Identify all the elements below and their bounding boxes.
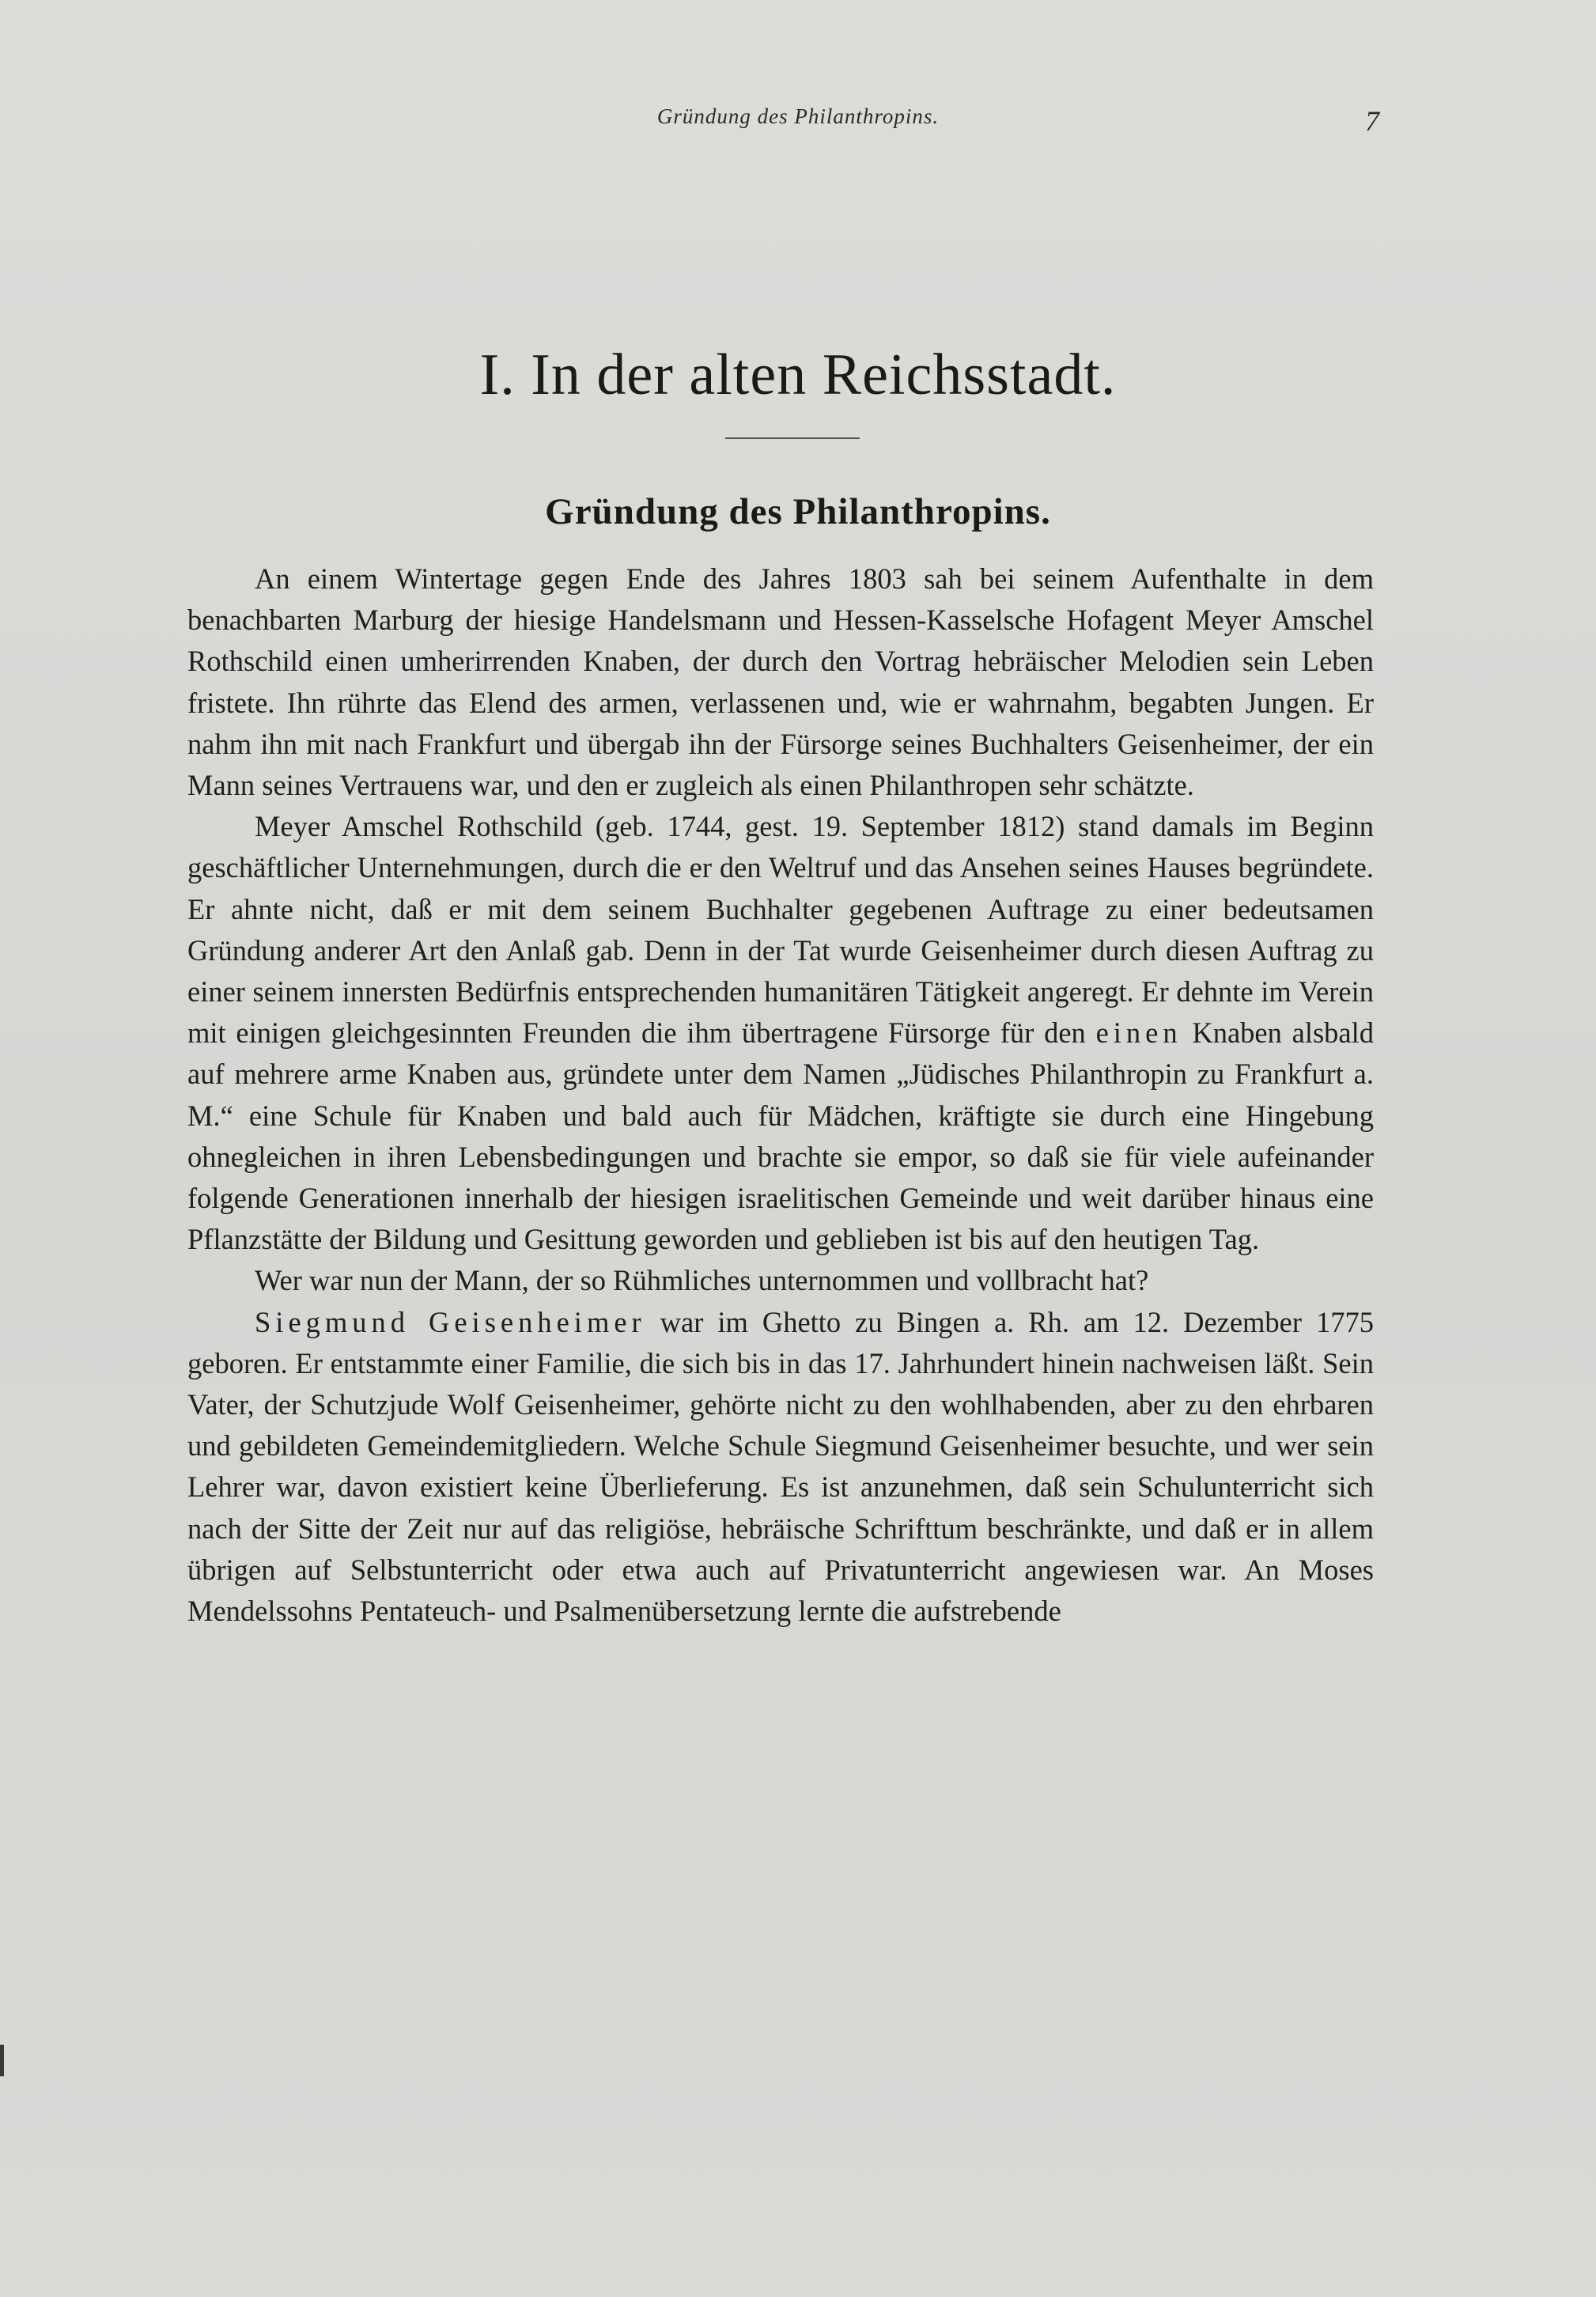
paragraph xyxy=(187,1302,1374,1633)
title-divider xyxy=(725,437,860,439)
body-text xyxy=(187,558,1374,1632)
page-number: 7 xyxy=(1365,105,1379,137)
paragraph-text-continued: Knaben alsbald auf mehrere arme Knaben aus, gründete unter dem Namen „Jüdisches Philanthropin zu Frankfurt a. M.“ eine Schule für Knaben und bald auch für Mädchen, kräftigte sie durch eine Hingebung ohnegleichen in ihren Lebensbedingungen und brachte sie empor, so daß sie für viele aufeinander folgende Generationen innerhalb der hiesigen israelitischen Gemeinde und weit darüber hinaus eine Pflanzstätte der Bildung und Gesittung geworden und geblieben ist bis auf den heutigen Tag. xyxy=(187,1016,1375,1256)
paragraph xyxy=(187,806,1374,1260)
paragraph xyxy=(187,1260,1374,1301)
paragraph-text: An einem Wintertage gegen Ende des Jahres 1803 sah bei seinem Aufenthalte in dem benachbarten Marburg der hiesige Handelsmann und Hessen-Kasselsche Hofagent Meyer Amschel Rothschild einen umherirrenden Knaben, der durch den Vortrag hebräischer Melodien sein Leben fristete. Ihn rührte das Elend des armen, verlassenen und, wie er wahrnahm, begabten Jungen. Er nahm ihn mit nach Frankfurt und übergab ihn der Fürsorge seines Buchhalters Geisenheimer, der ein Mann seines Vertrauens war, und den er zugleich als einen Philanthropen sehr schätzte. xyxy=(187,562,1374,802)
section-title: Gründung des Philanthropins. xyxy=(545,491,1051,532)
chapter-title: I. In der alten Reichsstadt. xyxy=(479,342,1117,407)
scan-edge-mark xyxy=(0,2045,4,2076)
emphasized-name: Siegmund Geisenheimer xyxy=(255,1305,646,1338)
paragraph-text: war im Ghetto zu Bingen a. Rh. am 12. Dezember 1775 geboren. Er entstammte einer Familie, die sich bis in das 17. Jahrhundert hinein nachweisen läßt. Sein Vater, der Schutzjude Wolf Geisenheimer, gehörte nicht zu den wohlhabenden, aber zu den ehrbaren und gebildeten Gemeindemitgliedern. Welche Schule Siegmund Geisenheimer besuchte, und wer sein Lehrer war, davon existiert keine Überlieferung. Es ist anzunehmen, daß sein Schulunterricht sich nach der Sitte der Zeit nur auf das religiöse, hebräische Schrifttum beschränkte, und daß er in allem übrigen auf Selbstunterricht oder etwa auch auf Privatunterricht angewiesen war. An Moses Mendelssohns Pentateuch- und Psalmenübersetzung lernte die aufstrebende xyxy=(187,1305,1375,1628)
paragraph xyxy=(187,558,1374,806)
paragraph-text: Wer war nun der Mann, der so Rühmliches unternommen und vollbracht hat? xyxy=(255,1264,1149,1297)
running-head: Gründung des Philanthropins. xyxy=(656,104,940,128)
emphasized-word: einen xyxy=(1095,1016,1182,1050)
paragraph-text: Meyer Amschel Rothschild (geb. 1744, gest. 19. September 1812) stand damals im Beginn geschäftlicher Unternehmungen, durch die er den Weltruf und das Ansehen seines Hauses begründete. Er ahnte nicht, daß er mit dem seinem Buchhalter gegebenen Auftrage zu einer bedeutsamen Gründung anderer Art den Anlaß gab. Denn in der Tat wurde Geisenheimer durch diesen Auftrag zu einer seinem innersten Bedürfnis entsprechenden humanitären Tätigkeit angeregt. Er dehnte im Verein mit einigen gleichgesinnten Freunden die ihm übertragene Fürsorge für den xyxy=(187,810,1374,1050)
